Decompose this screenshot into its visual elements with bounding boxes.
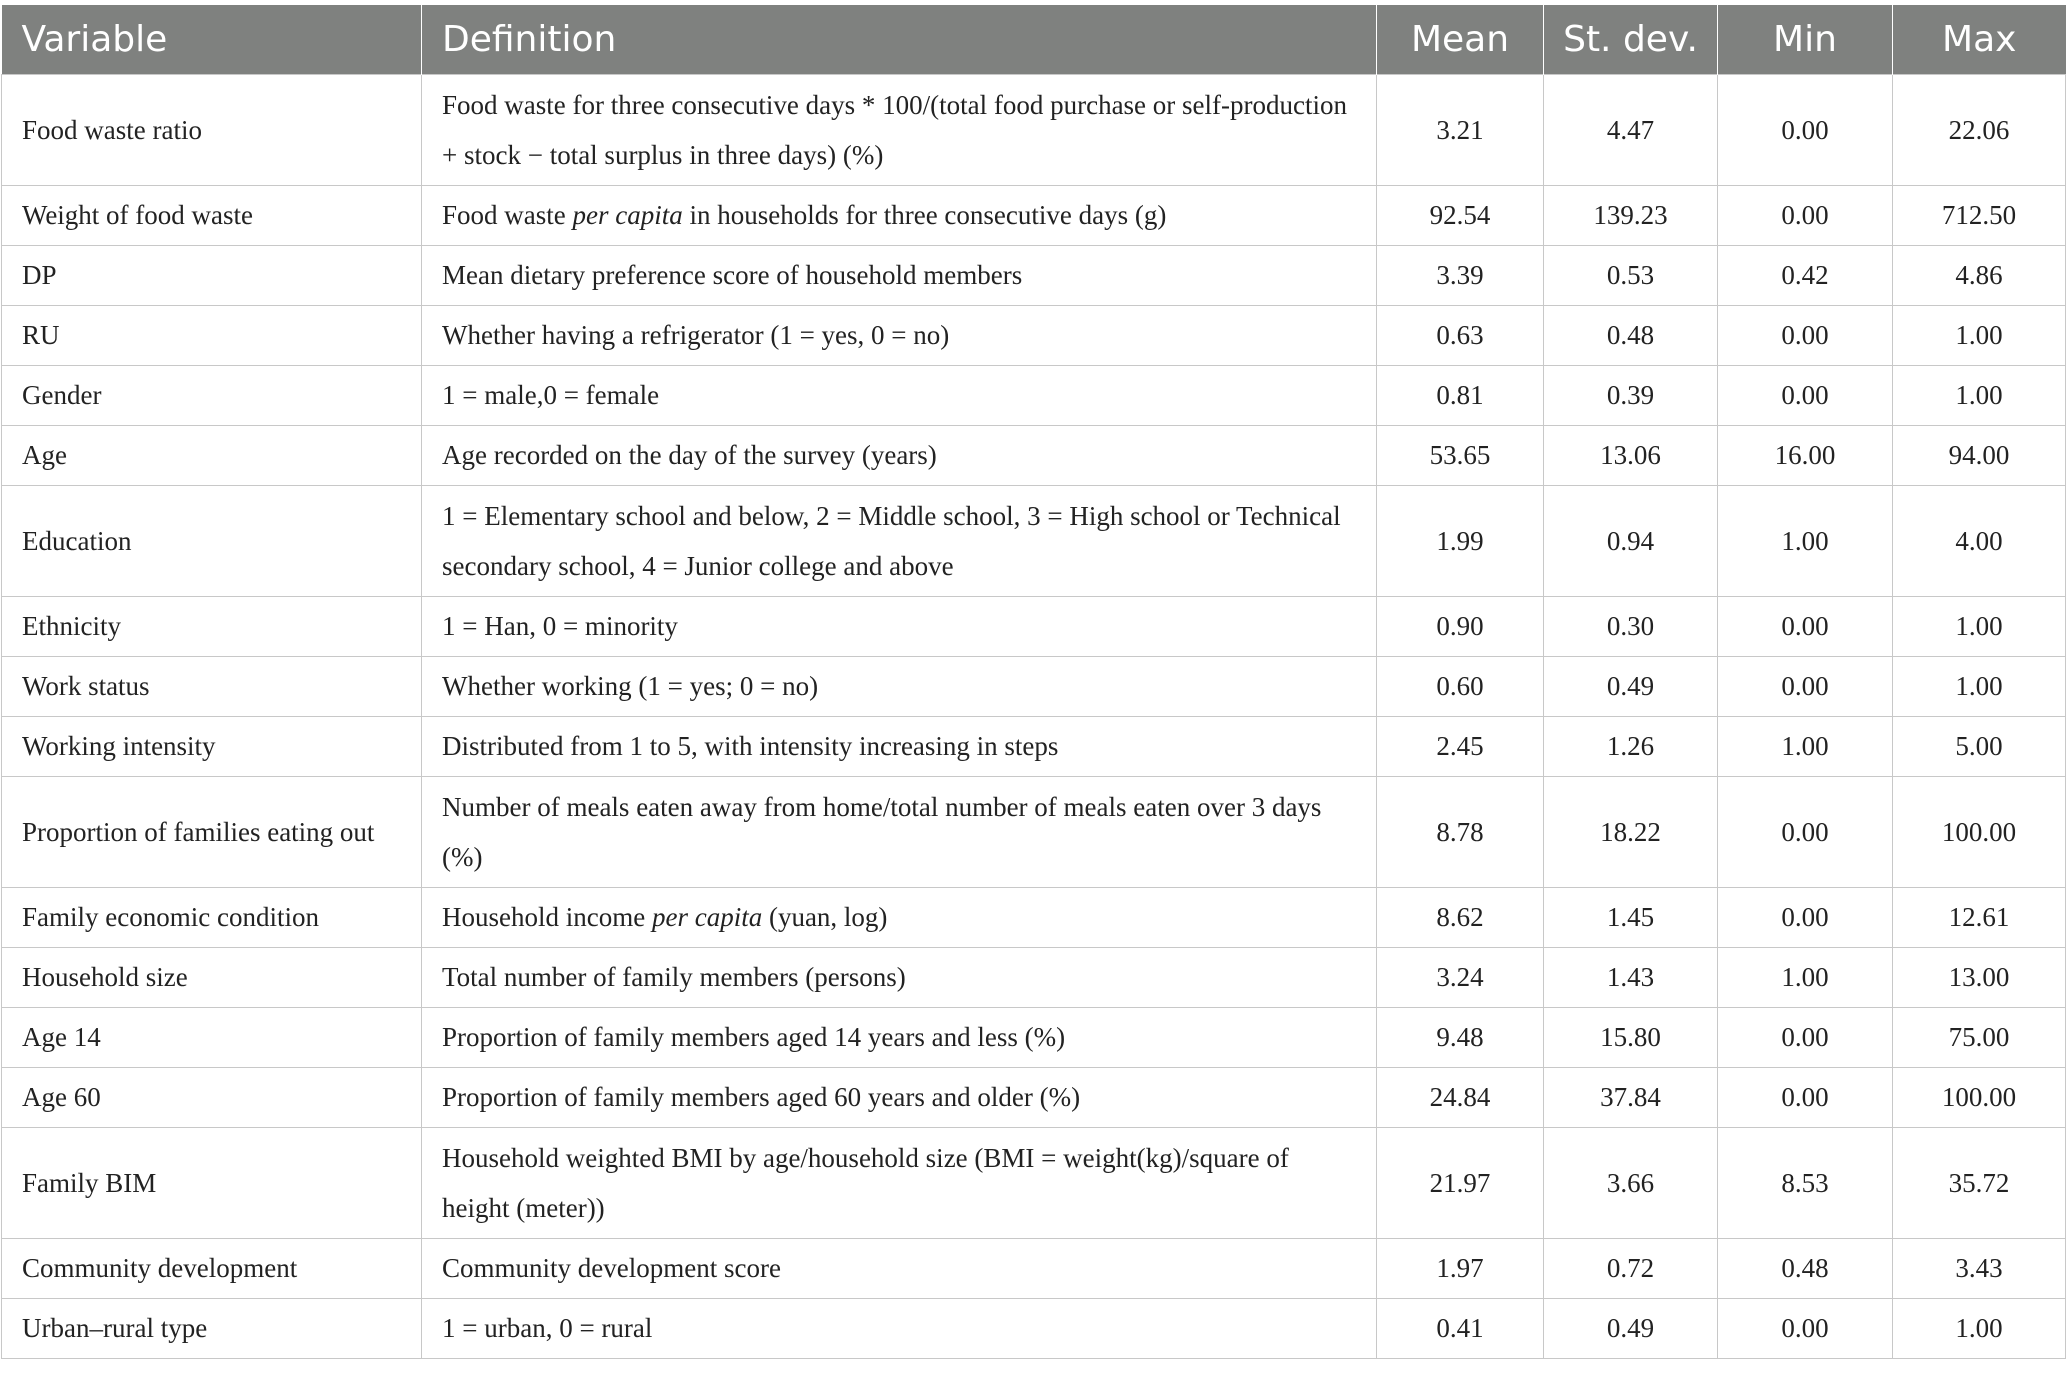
header-min: Min (1718, 5, 1893, 74)
cell-max: 22.06 (1893, 74, 2066, 185)
table-row (2, 1298, 2066, 1358)
cell-sd: 37.84 (1544, 1067, 1718, 1127)
cell-min: 0.00 (1718, 1067, 1893, 1127)
table-row (2, 1127, 2066, 1238)
header-mean: Mean (1377, 5, 1544, 74)
table-row (2, 485, 2066, 596)
table-row (2, 716, 2066, 776)
cell-variable: Ethnicity (2, 596, 422, 656)
cell-mean: 0.81 (1377, 365, 1544, 425)
cell-definition: 1 = Elementary school and below, 2 = Middle school, 3 = High school or Technical secondary school, 4 = Junior college and above (422, 485, 1377, 596)
cell-sd: 0.72 (1544, 1238, 1718, 1298)
cell-variable: Work status (2, 656, 422, 716)
cell-max: 1.00 (1893, 596, 2066, 656)
table-body (2, 74, 2066, 1358)
cell-definition: 1 = male,0 = female (422, 365, 1377, 425)
cell-definition (422, 887, 1377, 947)
cell-sd: 3.66 (1544, 1127, 1718, 1238)
cell-variable: Age 60 (2, 1067, 422, 1127)
cell-sd: 0.39 (1544, 365, 1718, 425)
table-row (2, 305, 2066, 365)
cell-min: 0.00 (1718, 365, 1893, 425)
cell-max: 100.00 (1893, 1067, 2066, 1127)
cell-variable: Urban–rural type (2, 1298, 422, 1358)
cell-variable: Household size (2, 947, 422, 1007)
cell-min: 0.00 (1718, 776, 1893, 887)
cell-max: 75.00 (1893, 1007, 2066, 1067)
cell-min: 0.48 (1718, 1238, 1893, 1298)
cell-min: 8.53 (1718, 1127, 1893, 1238)
header-sd: St. dev. (1544, 5, 1718, 74)
cell-max: 5.00 (1893, 716, 2066, 776)
cell-definition: Whether having a refrigerator (1 = yes, 0 = no) (422, 305, 1377, 365)
cell-min: 16.00 (1718, 425, 1893, 485)
cell-min: 0.00 (1718, 185, 1893, 245)
cell-min: 0.00 (1718, 305, 1893, 365)
definition-text: Food waste (442, 200, 573, 230)
cell-max: 712.50 (1893, 185, 2066, 245)
cell-max: 4.00 (1893, 485, 2066, 596)
table-row (2, 887, 2066, 947)
header-max: Max (1893, 5, 2066, 74)
summary-statistics-table (1, 5, 2066, 1359)
cell-sd: 15.80 (1544, 1007, 1718, 1067)
cell-variable: Age 14 (2, 1007, 422, 1067)
cell-mean: 2.45 (1377, 716, 1544, 776)
cell-max: 1.00 (1893, 1298, 2066, 1358)
cell-min: 0.00 (1718, 656, 1893, 716)
header-definition: Definition (422, 5, 1377, 74)
cell-sd: 0.48 (1544, 305, 1718, 365)
cell-definition: Proportion of family members aged 14 years and less (%) (422, 1007, 1377, 1067)
cell-mean: 1.97 (1377, 1238, 1544, 1298)
table-row (2, 1238, 2066, 1298)
cell-mean: 3.39 (1377, 245, 1544, 305)
cell-definition: 1 = Han, 0 = minority (422, 596, 1377, 656)
cell-sd: 0.49 (1544, 1298, 1718, 1358)
header-variable: Variable (21, 18, 168, 60)
cell-variable: Age (2, 425, 422, 485)
header-row (2, 5, 2066, 74)
table-row (2, 1007, 2066, 1067)
cell-variable: Community development (2, 1238, 422, 1298)
cell-variable: Proportion of families eating out (2, 776, 422, 887)
cell-mean: 0.90 (1377, 596, 1544, 656)
cell-definition: Household weighted BMI by age/household size (BMI = weight(kg)/square of height (meter)) (422, 1127, 1377, 1238)
table-row (2, 365, 2066, 425)
definition-text: in households for three consecutive days (g) (682, 200, 1167, 230)
cell-definition: Total number of family members (persons) (422, 947, 1377, 1007)
cell-sd: 1.26 (1544, 716, 1718, 776)
cell-max: 1.00 (1893, 305, 2066, 365)
cell-variable: Family BIM (2, 1127, 422, 1238)
cell-definition: Community development score (422, 1238, 1377, 1298)
cell-min: 0.42 (1718, 245, 1893, 305)
cell-mean: 92.54 (1377, 185, 1544, 245)
cell-definition: 1 = urban, 0 = rural (422, 1298, 1377, 1358)
cell-definition: Proportion of family members aged 60 years and older (%) (422, 1067, 1377, 1127)
table-row (2, 776, 2066, 887)
cell-variable: Gender (2, 365, 422, 425)
cell-variable: Education (2, 485, 422, 596)
cell-sd: 0.49 (1544, 656, 1718, 716)
cell-max: 1.00 (1893, 656, 2066, 716)
cell-mean: 0.63 (1377, 305, 1544, 365)
cell-mean: 0.60 (1377, 656, 1544, 716)
cell-mean: 1.99 (1377, 485, 1544, 596)
cell-sd: 139.23 (1544, 185, 1718, 245)
table-row (2, 245, 2066, 305)
definition-emphasis: per capita (572, 200, 683, 230)
cell-definition: Number of meals eaten away from home/total number of meals eaten over 3 days (%) (422, 776, 1377, 887)
cell-definition: Distributed from 1 to 5, with intensity increasing in steps (422, 716, 1377, 776)
cell-sd: 0.53 (1544, 245, 1718, 305)
cell-variable: Working intensity (2, 716, 422, 776)
table-row (2, 656, 2066, 716)
cell-definition: Age recorded on the day of the survey (years) (422, 425, 1377, 485)
cell-min: 0.00 (1718, 887, 1893, 947)
cell-mean: 3.24 (1377, 947, 1544, 1007)
cell-definition: Food waste for three consecutive days * 100/(total food purchase or self-production + stock − total surplus in three days) (%) (422, 74, 1377, 185)
cell-definition (422, 185, 1377, 245)
cell-definition: Mean dietary preference score of household members (422, 245, 1377, 305)
table-row (2, 596, 2066, 656)
table-row (2, 947, 2066, 1007)
cell-variable: DP (2, 245, 422, 305)
definition-emphasis: per capita (651, 902, 763, 932)
cell-sd: 4.47 (1544, 74, 1718, 185)
cell-sd: 0.30 (1544, 596, 1718, 656)
table-row (2, 425, 2066, 485)
table-row (2, 1067, 2066, 1127)
definition-text: Household income (442, 902, 652, 932)
cell-max: 13.00 (1893, 947, 2066, 1007)
cell-min: 0.00 (1718, 1007, 1893, 1067)
cell-definition: Whether working (1 = yes; 0 = no) (422, 656, 1377, 716)
cell-sd: 18.22 (1544, 776, 1718, 887)
cell-mean: 24.84 (1377, 1067, 1544, 1127)
cell-mean: 9.48 (1377, 1007, 1544, 1067)
cell-max: 4.86 (1893, 245, 2066, 305)
cell-min: 0.00 (1718, 74, 1893, 185)
cell-sd: 13.06 (1544, 425, 1718, 485)
cell-max: 35.72 (1893, 1127, 2066, 1238)
cell-mean: 3.21 (1377, 74, 1544, 185)
cell-sd: 0.94 (1544, 485, 1718, 596)
cell-max: 1.00 (1893, 365, 2066, 425)
cell-mean: 21.97 (1377, 1127, 1544, 1238)
cell-mean: 53.65 (1377, 425, 1544, 485)
cell-min: 1.00 (1718, 485, 1893, 596)
cell-mean: 0.41 (1377, 1298, 1544, 1358)
cell-max: 100.00 (1893, 776, 2066, 887)
definition-text: (yuan, log) (762, 902, 888, 932)
cell-variable: Weight of food waste (2, 185, 422, 245)
cell-min: 1.00 (1718, 716, 1893, 776)
cell-variable: RU (2, 305, 422, 365)
cell-sd: 1.45 (1544, 887, 1718, 947)
cell-min: 0.00 (1718, 1298, 1893, 1358)
cell-variable: Food waste ratio (2, 74, 422, 185)
cell-max: 94.00 (1893, 425, 2066, 485)
cell-min: 1.00 (1718, 947, 1893, 1007)
cell-mean: 8.62 (1377, 887, 1544, 947)
cell-variable: Family economic condition (2, 887, 422, 947)
cell-mean: 8.78 (1377, 776, 1544, 887)
table-row (2, 185, 2066, 245)
table-row (2, 74, 2066, 185)
table-header (2, 5, 2066, 74)
cell-max: 12.61 (1893, 887, 2066, 947)
cell-max: 3.43 (1893, 1238, 2066, 1298)
cell-sd: 1.43 (1544, 947, 1718, 1007)
cell-min: 0.00 (1718, 596, 1893, 656)
